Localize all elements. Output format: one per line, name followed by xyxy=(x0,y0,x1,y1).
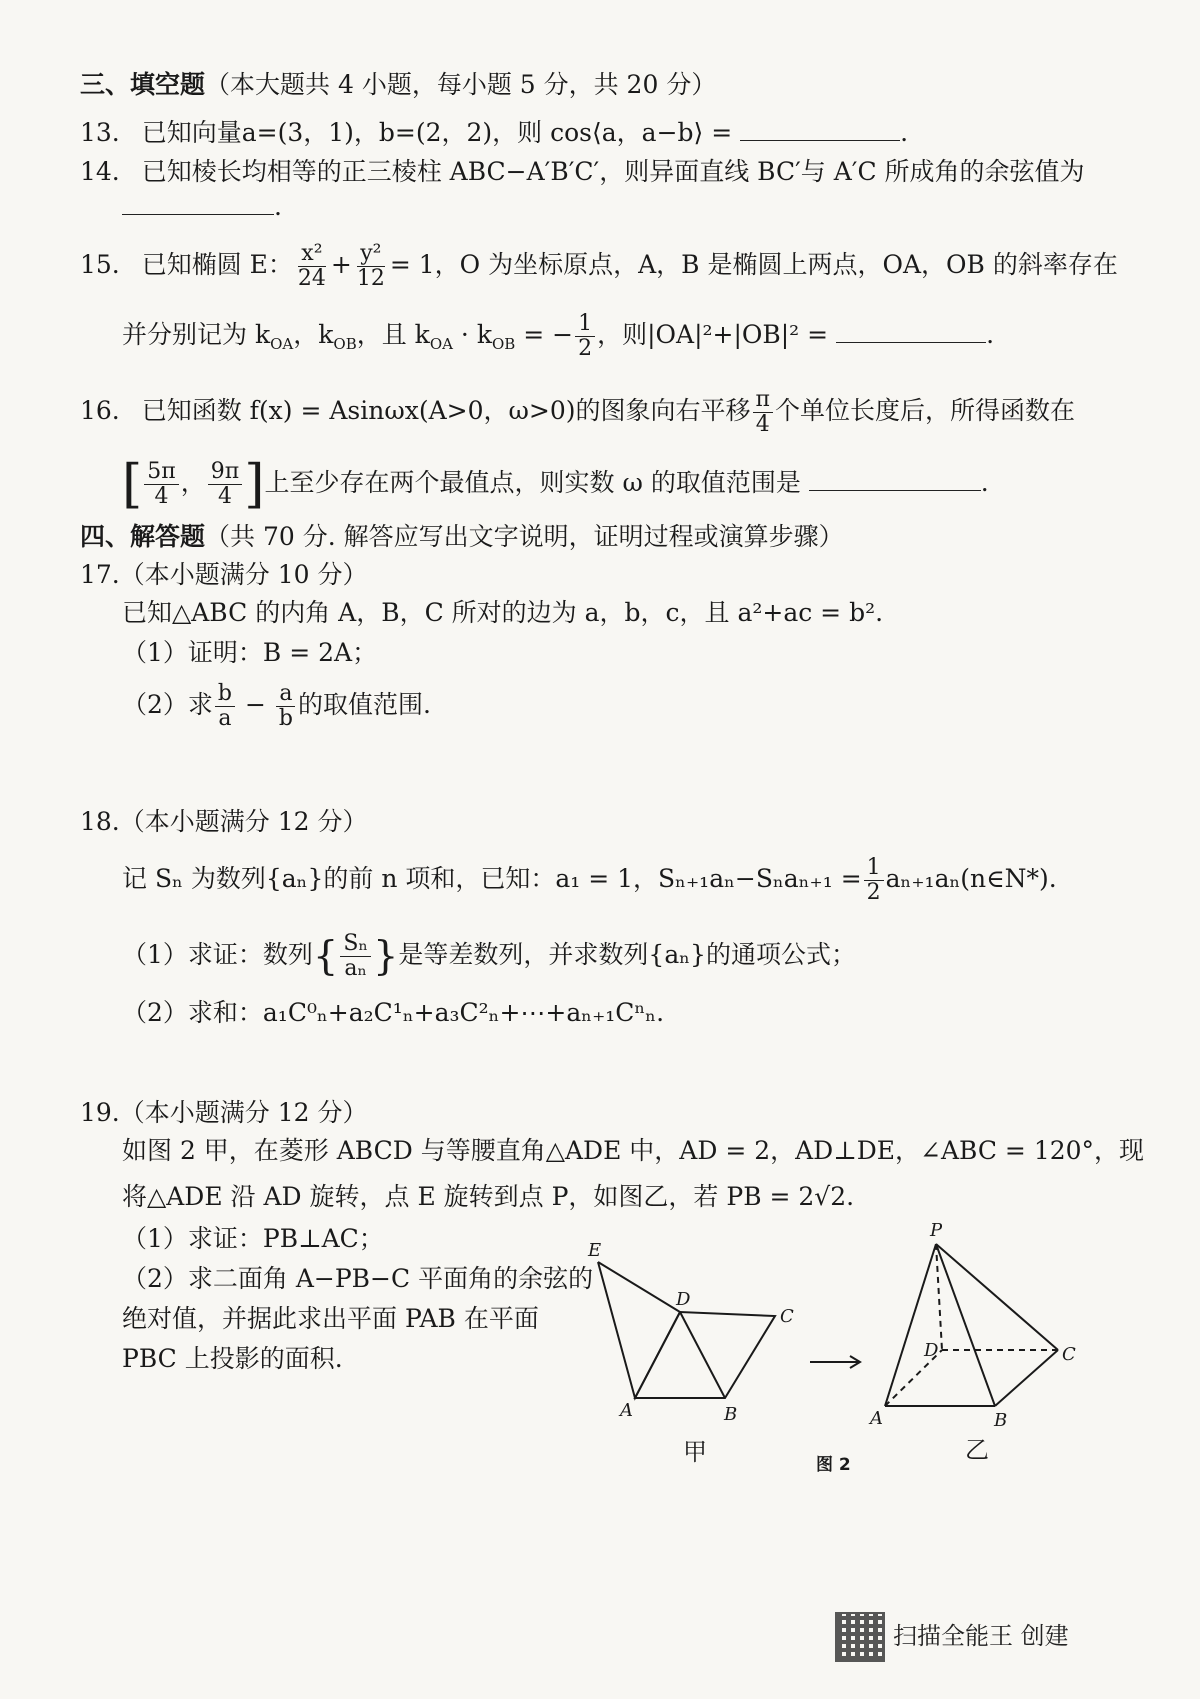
q16-prefix: 已知函数 f(x) = Asinωx(A>0，ω>0)的图象向右平移 xyxy=(141,396,751,425)
figure-yi xyxy=(885,1244,1058,1406)
figure-jia xyxy=(598,1262,775,1398)
q15-line2: 并分别记为 $k_{OA}$，$k_{OB}$，且 $k_{OA} \cdot k_{OB}$ = − $\frac{1}{2}$ ，则|OA|²+|OB|² = . xyxy=(122,311,995,361)
q14-period: . xyxy=(274,192,282,221)
label-B: B xyxy=(724,1404,738,1425)
q18-score: （本小题满分 12 分） xyxy=(119,807,368,836)
q19-score: （本小题满分 12 分） xyxy=(119,1098,368,1127)
rhombus-ABCD xyxy=(635,1312,775,1398)
q19-part1: （1）求证：PB⊥AC； xyxy=(122,1224,384,1253)
q19-line1: 如图 2 甲，在菱形 ABCD 与等腰直角△ADE 中，AD = 2，AD⊥DE，∠ABC = 120°，现 xyxy=(122,1136,1145,1165)
label-A-yi: A xyxy=(870,1408,883,1429)
q13-number: 13. xyxy=(80,118,120,147)
q19-part2-line3: PBC 上投影的面积. xyxy=(122,1344,343,1373)
pi-over-4-fraction: $\frac{\pi}{4}$ xyxy=(753,388,773,437)
label-P: P xyxy=(930,1220,943,1241)
q19-part2-line1: （2）求二面角 A−PB−C 平面角的余弦的 xyxy=(122,1264,594,1293)
edge-BC xyxy=(995,1350,1058,1406)
q19-line2: 将△ADE 沿 AD 旋转，点 E 旋转到点 P，如图乙，若 PB = 2√2. xyxy=(122,1182,855,1211)
q18-part2: （2）求和：a₁C⁰ₙ+a₂C¹ₙ+a₃C²ₙ+⋯+aₙ₊₁Cⁿₙ. xyxy=(122,998,665,1027)
q19-part2-line2: 绝对值，并据此求出平面 PAB 在平面 xyxy=(122,1304,539,1333)
q13-expression: a=(3，1)，b=(2，2)，则 cos⟨a，a−b⟩ = xyxy=(241,118,733,147)
caption-jia: 甲 xyxy=(683,1438,707,1466)
q15-prefix: 已知椭圆 E： xyxy=(141,250,293,279)
q13-prefix: 已知向量 xyxy=(141,118,242,147)
section4-note: （共 70 分. 解答应写出文字说明，证明过程或演算步骤） xyxy=(205,522,844,551)
qr-code-icon xyxy=(835,1612,885,1662)
section3-note: （本大题共 4 小题，每小题 5 分，共 20 分） xyxy=(205,70,717,99)
triangle-ADE xyxy=(598,1262,680,1398)
q18-number: 18. xyxy=(80,807,120,836)
q17-score: （本小题满分 10 分） xyxy=(119,560,368,589)
label-D-yi: D xyxy=(924,1340,939,1361)
q17-stem: 已知△ABC 的内角 A，B，C 所对的边为 a，b，c，且 a²+ac = b². xyxy=(122,598,884,627)
q16-number: 16. xyxy=(80,396,120,425)
q18-stem: 记 Sₙ 为数列{aₙ}的前 n 项和，已知：a₁ = 1，Sₙ₊₁aₙ−Sₙaₙ₊₁ = $\frac{1}{2}$ aₙ₊₁aₙ(n∈N*). xyxy=(122,855,1057,905)
section4-title: 四、解答题 xyxy=(80,522,206,551)
label-B-yi: B xyxy=(994,1410,1008,1431)
caption-yi: 乙 xyxy=(965,1436,989,1464)
half-fraction: $\frac{1}{2}$ xyxy=(575,312,595,361)
ellipse-y-fraction: $\frac{\text{y²}}{12}$ xyxy=(356,241,385,291)
q17-number: 17. xyxy=(80,560,120,589)
q16-line2: [ $\frac{5\pi}{4}$ ， $\frac{9\pi}{4}$ ]上至少存在两个最值点，则实数 ω 的取值范围是 . xyxy=(122,454,989,515)
label-A: A xyxy=(620,1400,633,1421)
q17-part2: （2）求 $\frac{b}{a}$ − $\frac{a}{b}$ 的取值范围. xyxy=(122,681,431,731)
q19-number: 19. xyxy=(80,1098,120,1127)
arrow xyxy=(810,1356,860,1368)
diagonal-DB xyxy=(680,1312,725,1398)
q15-number: 15. xyxy=(80,250,120,279)
label-C: C xyxy=(780,1306,794,1327)
q18-part1: （1）求证：数列{ $\frac{\text{Sₙ}}{\text{aₙ}}$ }是等差数列，并求数列{aₙ}的通项公式； xyxy=(122,931,856,981)
label-D: D xyxy=(676,1289,691,1310)
ellipse-x-fraction: $\frac{\text{x²}}{24}$ xyxy=(297,241,326,291)
q17-part1: （1）证明：B = 2A； xyxy=(122,638,378,667)
q13-period: . xyxy=(900,118,909,147)
label-C-yi: C xyxy=(1062,1344,1076,1365)
scanner-footer: 扫描全能王 创建 xyxy=(893,1622,1069,1650)
label-E: E xyxy=(588,1240,602,1261)
question-15: 15. 已知椭圆 E： $\frac{\text{x²}}{24}$ + $\frac{\text{y²}}{12}$ = 1，O 为坐标原点，A，B 是椭圆上两点，OA，OB 的斜率存在 xyxy=(80,241,1118,291)
q16-post: 个单位长度后，所得函数在 xyxy=(774,396,1075,425)
q14-number: 14. xyxy=(80,157,120,186)
q15-post: = 1，O 为坐标原点，A，B 是椭圆上两点，OA，OB 的斜率存在 xyxy=(389,250,1118,279)
edge-PB xyxy=(936,1244,995,1406)
section3-title: 三、填空题 xyxy=(80,70,206,99)
figure-label: 图 2 xyxy=(816,1455,851,1475)
q14-text: 已知棱长均相等的正三棱柱 ABC−A′B′C′，则异面直线 BC′与 A′C 所成角的余弦值为 xyxy=(141,157,1085,186)
